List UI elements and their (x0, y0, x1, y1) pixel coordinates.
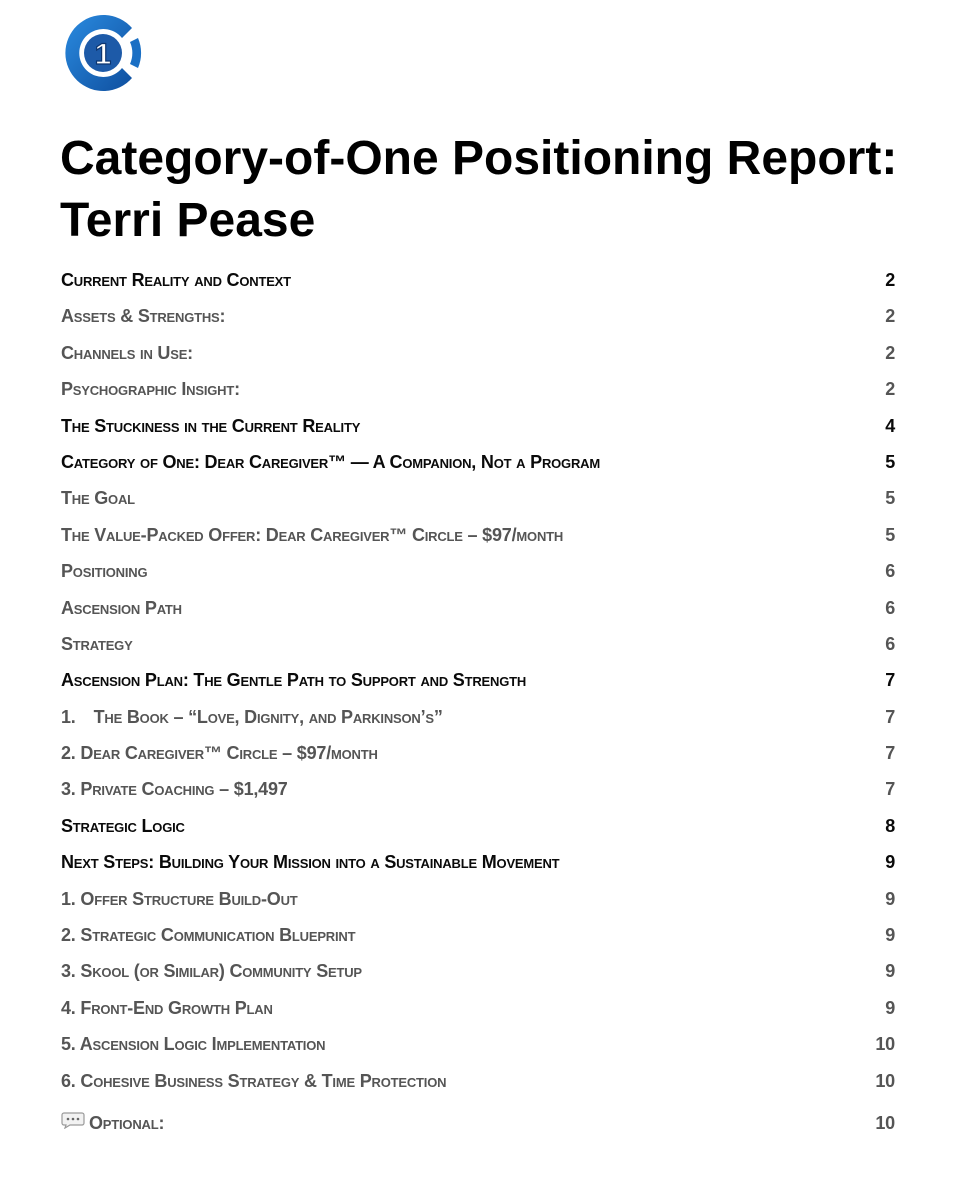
toc-entry[interactable] (61, 452, 895, 488)
toc-entry[interactable] (61, 379, 895, 415)
toc-entry-number: 1. (61, 706, 76, 727)
page-title: Category-of-One Positioning Report: Terri Pease (60, 132, 898, 247)
toc-entry-page-number: 8 (885, 815, 895, 836)
toc-entry-label: Next Steps: Building Your Mission into a Sustainable Movement (61, 852, 560, 873)
toc-entry-page-number: 2 (885, 306, 895, 327)
toc-entry-page-number: 7 (885, 706, 895, 727)
toc-entry[interactable] (61, 561, 895, 597)
toc-entry[interactable] (61, 961, 895, 997)
toc-entry-label: The Goal (61, 488, 135, 509)
toc-entry[interactable] (61, 852, 895, 888)
toc-entry[interactable] (61, 779, 895, 815)
toc-entry[interactable] (61, 1111, 895, 1147)
toc-entry-page-number: 9 (885, 961, 895, 982)
toc-entry-label: Psychographic Insight: (61, 379, 240, 400)
toc-entry[interactable] (61, 816, 895, 852)
toc-entry-page-number: 6 (885, 633, 895, 654)
toc-entry-label: The Book – “Love, Dignity, and Parkinson’s” (93, 706, 443, 727)
toc-entry[interactable] (61, 270, 895, 306)
toc-entry-page-number: 6 (885, 561, 895, 582)
toc-entry-label: The Stuckiness in the Current Reality (61, 415, 361, 436)
toc-entry-label: 1. Offer Structure Build-Out (61, 888, 298, 909)
toc-entry-page-number: 2 (885, 379, 895, 400)
toc-entry-page-number: 10 (875, 1034, 895, 1055)
toc-entry-label: Current Reality and Context (61, 270, 291, 290)
toc-entry[interactable] (61, 416, 895, 452)
speech-bubble-icon (61, 1111, 85, 1129)
toc-entry[interactable] (61, 707, 895, 743)
toc-entry-page-number: 9 (885, 888, 895, 909)
toc-entry[interactable] (61, 743, 895, 779)
toc-entry-label: 6. Cohesive Business Strategy & Time Protection (61, 1070, 447, 1091)
toc-entry[interactable] (61, 634, 895, 670)
toc-entry-label: 3. Skool (or Similar) Community Setup (61, 961, 362, 982)
toc-entry-label: The Value-Packed Offer: Dear Caregiver™ Circle – $97/month (61, 524, 564, 545)
toc-entry[interactable] (61, 598, 895, 634)
toc-entry-page-number: 7 (885, 743, 895, 764)
toc-entry[interactable] (61, 306, 895, 342)
toc-entry-label: Positioning (61, 561, 148, 582)
toc-entry-page-number: 2 (885, 342, 895, 363)
toc-entry-label: Category of One: Dear Caregiver™ — A Companion, Not a Program (61, 451, 600, 472)
toc-entry[interactable] (61, 889, 895, 925)
category-one-logo-icon (60, 8, 150, 98)
logo-glyph: 1 (94, 38, 112, 71)
toc-entry-page-number: 4 (885, 415, 895, 436)
toc-entry[interactable] (61, 1034, 895, 1070)
toc-entry-label: Ascension Plan: The Gentle Path to Support and Strength (61, 670, 527, 691)
toc-entry-page-number: 6 (885, 597, 895, 618)
toc-entry-page-number: 9 (885, 852, 895, 873)
toc-entry[interactable] (61, 343, 895, 379)
toc-entry-page-number: 7 (885, 779, 895, 800)
toc-entry[interactable] (61, 488, 895, 524)
toc-entry-label: Optional: (89, 1112, 165, 1133)
toc-entry-label: 2. Strategic Communication Blueprint (61, 925, 356, 946)
toc-entry[interactable] (61, 1071, 895, 1107)
toc-entry-page-number: 5 (885, 451, 895, 472)
table-of-contents (61, 270, 895, 1147)
toc-entry-label: 2. Dear Caregiver™ Circle – $97/month (61, 743, 378, 764)
toc-entry-page-number: 9 (885, 925, 895, 946)
toc-entry-page-number: 7 (885, 670, 895, 691)
toc-entry-page-number: 10 (875, 1070, 895, 1091)
toc-entry-label: 4. Front-End Growth Plan (61, 997, 273, 1018)
toc-entry[interactable] (61, 670, 895, 706)
toc-entry-page-number: 10 (875, 1112, 895, 1133)
toc-entry-label: 3. Private Coaching – $1,497 (61, 779, 288, 800)
toc-entry-page-number: 5 (885, 524, 895, 545)
toc-entry-page-number: 2 (885, 270, 895, 290)
toc-entry-label: Ascension Path (61, 597, 182, 618)
toc-entry-label: Assets & Strengths: (61, 306, 226, 327)
toc-entry-label: Channels in Use: (61, 342, 193, 363)
toc-entry-page-number: 9 (885, 997, 895, 1018)
toc-entry[interactable] (61, 925, 895, 961)
toc-entry-page-number: 5 (885, 488, 895, 509)
toc-entry-label: Strategic Logic (61, 815, 185, 836)
toc-entry-label: Strategy (61, 633, 133, 654)
toc-entry-label: 5. Ascension Logic Implementation (61, 1034, 326, 1055)
toc-entry[interactable] (61, 525, 895, 561)
toc-entry[interactable] (61, 998, 895, 1034)
